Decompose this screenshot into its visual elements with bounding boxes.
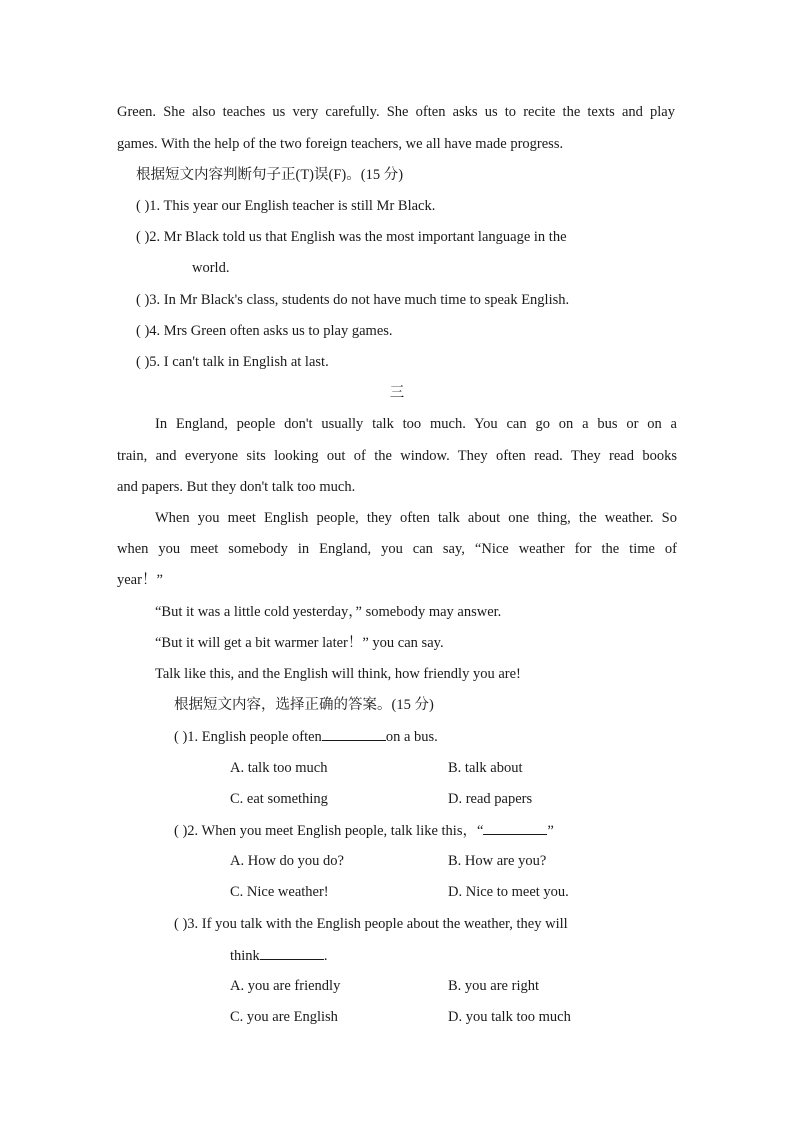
answer-paren[interactable]: ( ) xyxy=(174,823,188,839)
tf-item: ( )4. Mrs Green often asks us to play games. xyxy=(136,323,393,339)
tf-item: ( )5. I can't talk in English at last. xyxy=(136,354,329,370)
answer-blank[interactable] xyxy=(260,945,324,960)
answer-paren[interactable]: ( ) xyxy=(136,354,150,370)
tf-item: ( )1. This year our English teacher is still Mr Black. xyxy=(136,198,436,214)
answer-paren[interactable]: ( ) xyxy=(136,323,150,339)
passage-line: “But it was a little cold yesterday，” somebody may answer. xyxy=(155,604,502,620)
tf-item: ( )3. In Mr Black's class, students do not have much time to speak English. xyxy=(136,292,570,308)
option-d[interactable]: D. Nice to meet you. xyxy=(448,884,569,900)
passage-line: When you meet English people, they often talk about one thing, the weather. So xyxy=(155,510,677,526)
passage-line: when you meet somebody in England, you can say, “Nice weather for the time of xyxy=(117,541,677,557)
option-a[interactable]: A. you are friendly xyxy=(230,978,341,994)
passage-line: “But it will get a bit warmer later！” you can say. xyxy=(155,635,444,651)
answer-paren[interactable]: ( ) xyxy=(174,916,188,932)
passage-line: and papers. But they don't talk too much. xyxy=(117,479,356,495)
passage-line: train, and everyone sits looking out of the window. They often read. They read books xyxy=(117,448,677,464)
option-c[interactable]: C. eat something xyxy=(230,791,328,807)
passage-line: Green. She also teaches us very carefully. She often asks us to recite the texts and play xyxy=(117,104,675,120)
section-title: 三 xyxy=(389,385,405,401)
answer-blank[interactable] xyxy=(322,726,386,741)
option-c[interactable]: C. you are English xyxy=(230,1009,338,1025)
answer-paren[interactable]: ( ) xyxy=(136,292,150,308)
mc-question: ( )2. When you meet English people, talk like this，“ ” xyxy=(174,820,554,841)
mc-question-continuation: think . xyxy=(230,945,327,966)
option-b[interactable]: B. talk about xyxy=(448,760,523,776)
passage-line: games. With the help of the two foreign teachers, we all have made progress. xyxy=(117,136,564,152)
answer-blank[interactable] xyxy=(483,820,547,835)
answer-paren[interactable]: ( ) xyxy=(136,229,150,245)
passage-line: year！” xyxy=(117,572,163,588)
passage-line: In England, people don't usually talk too much. You can go on a bus or on a xyxy=(155,416,677,432)
tf-item: ( )2. Mr Black told us that English was the most important language in the xyxy=(136,229,567,245)
option-b[interactable]: B. you are right xyxy=(448,978,540,994)
instruction-true-false: 根据短文内容判断句子正(T)误(F)。(15 分) xyxy=(136,167,404,183)
instruction-multiple-choice: 根据短文内容，选择正确的答案。(15 分) xyxy=(174,697,434,713)
answer-paren[interactable]: ( ) xyxy=(136,198,150,214)
option-b[interactable]: B. How are you? xyxy=(448,853,547,869)
option-a[interactable]: A. talk too much xyxy=(230,760,328,776)
option-d[interactable]: D. you talk too much xyxy=(448,1009,571,1025)
option-c[interactable]: C. Nice weather! xyxy=(230,884,329,900)
mc-question: ( )3. If you talk with the English people about the weather, they will xyxy=(174,916,568,932)
passage-line: Talk like this, and the English will think, how friendly you are! xyxy=(155,666,521,682)
answer-paren[interactable]: ( ) xyxy=(174,729,188,745)
tf-item-continuation: world. xyxy=(192,260,230,276)
mc-question: ( )1. English people often on a bus. xyxy=(174,726,438,747)
option-a[interactable]: A. How do you do? xyxy=(230,853,344,869)
option-d[interactable]: D. read papers xyxy=(448,791,533,807)
